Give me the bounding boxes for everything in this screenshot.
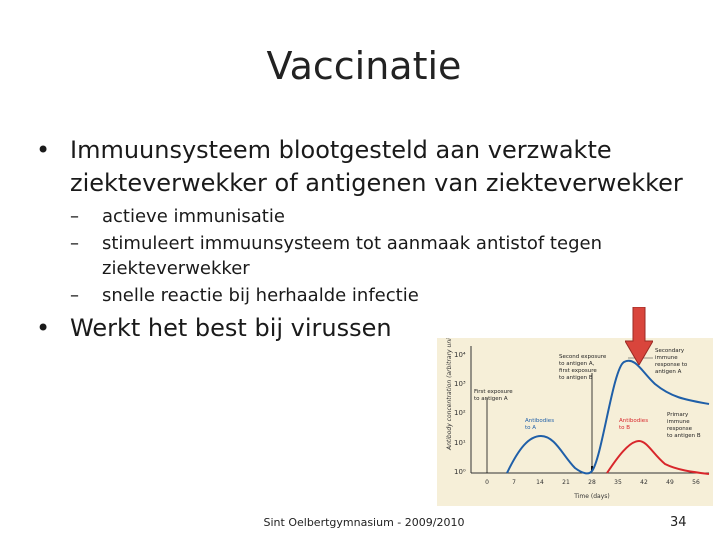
slide-title: Vaccinatie: [266, 44, 462, 88]
antibodies-b-curve: [607, 441, 709, 474]
antibodies-b-label: [619, 418, 650, 431]
slide-footer: Sint Oelbertgymnasium - 2009/2010: [263, 516, 465, 529]
bullet-text: Immuunsysteem blootgesteld aan verzwakte ziekteverwekker of antigenen van ziekteverwekker: [70, 136, 683, 197]
figure-xlabel: Time (days): [574, 493, 610, 500]
down-arrow-icon: [625, 307, 653, 365]
sub-bullet-dash: –: [70, 233, 79, 254]
secondary-response-annotation: [655, 348, 689, 375]
annotation-line: Secondary: [655, 348, 685, 354]
x-tick-label: 21: [562, 479, 570, 486]
annotation-line: response to: [655, 362, 688, 368]
annotation-line: to antigen B: [559, 375, 593, 381]
y-tick-label: 10³: [454, 380, 466, 388]
y-tick-label: 10⁰: [454, 468, 466, 476]
page-number: 34: [670, 515, 687, 530]
sub-bullet-item: [30, 231, 710, 281]
annotation-line: Primary: [667, 412, 689, 418]
bullet-dot: •: [36, 136, 51, 164]
sub-bullet-list: [30, 204, 710, 308]
antibody-response-figure: [437, 338, 713, 506]
annotation-line: antigen A: [655, 369, 682, 375]
x-tick-label: 56: [692, 479, 700, 486]
sub-bullet-text: snelle reactie bij herhaalde infectie: [102, 285, 419, 306]
y-tick-label: 10⁴: [454, 351, 466, 359]
annotation-line: to antigen A,: [559, 361, 595, 367]
annotation-line: first exposure: [559, 368, 597, 374]
x-tick-label: 35: [614, 479, 622, 486]
sub-bullet-text: actieve immunisatie: [102, 206, 285, 227]
slide-content: [30, 134, 710, 349]
annotation-line: to A: [525, 425, 537, 431]
annotation-line: immune: [667, 419, 690, 425]
antibodies-a-label: [525, 418, 556, 431]
y-tick-label: 10²: [454, 409, 466, 417]
x-tick-label: 14: [536, 479, 544, 486]
sub-bullet-item: [30, 283, 710, 308]
annotation-line: First exposure: [474, 389, 513, 395]
second-exposure-annotation: [559, 354, 608, 381]
sub-bullet-text: stimuleert immuunsysteem tot aanmaak antistof tegen ziekteverwekker: [102, 233, 602, 279]
y-tick-label: 10¹: [454, 439, 466, 447]
bullet-item: [30, 134, 710, 200]
annotation-line: to antigen B: [667, 433, 701, 439]
x-tick-label: 42: [640, 479, 648, 486]
x-tick-label: 49: [666, 479, 674, 486]
x-tick-label: 0: [485, 479, 489, 486]
primary-response-annotation: [667, 412, 701, 439]
annotation-line: Antibodies: [525, 418, 555, 424]
annotation-line: Second exposure: [559, 354, 607, 360]
bullet-text: Werkt het best bij virussen: [70, 314, 392, 342]
x-tick-label: 7: [512, 479, 516, 486]
x-tick-label: 28: [588, 479, 596, 486]
annotation-line: response: [667, 426, 692, 432]
annotation-line: immune: [655, 355, 678, 361]
sub-bullet-item: [30, 204, 710, 229]
antibody-response-graph: [437, 338, 713, 506]
sub-bullet-dash: –: [70, 206, 79, 227]
arrow-shape: [625, 307, 653, 365]
bullet-dot: •: [36, 314, 51, 342]
annotation-line: Antibodies: [619, 418, 649, 424]
annotation-line: to B: [619, 425, 631, 431]
sub-bullet-dash: –: [70, 285, 79, 306]
annotation-line: to antigen A: [474, 396, 508, 402]
figure-ylabel: Antibody concentration (arbitrary units): [446, 338, 453, 450]
first-exposure-annotation: [474, 389, 514, 402]
